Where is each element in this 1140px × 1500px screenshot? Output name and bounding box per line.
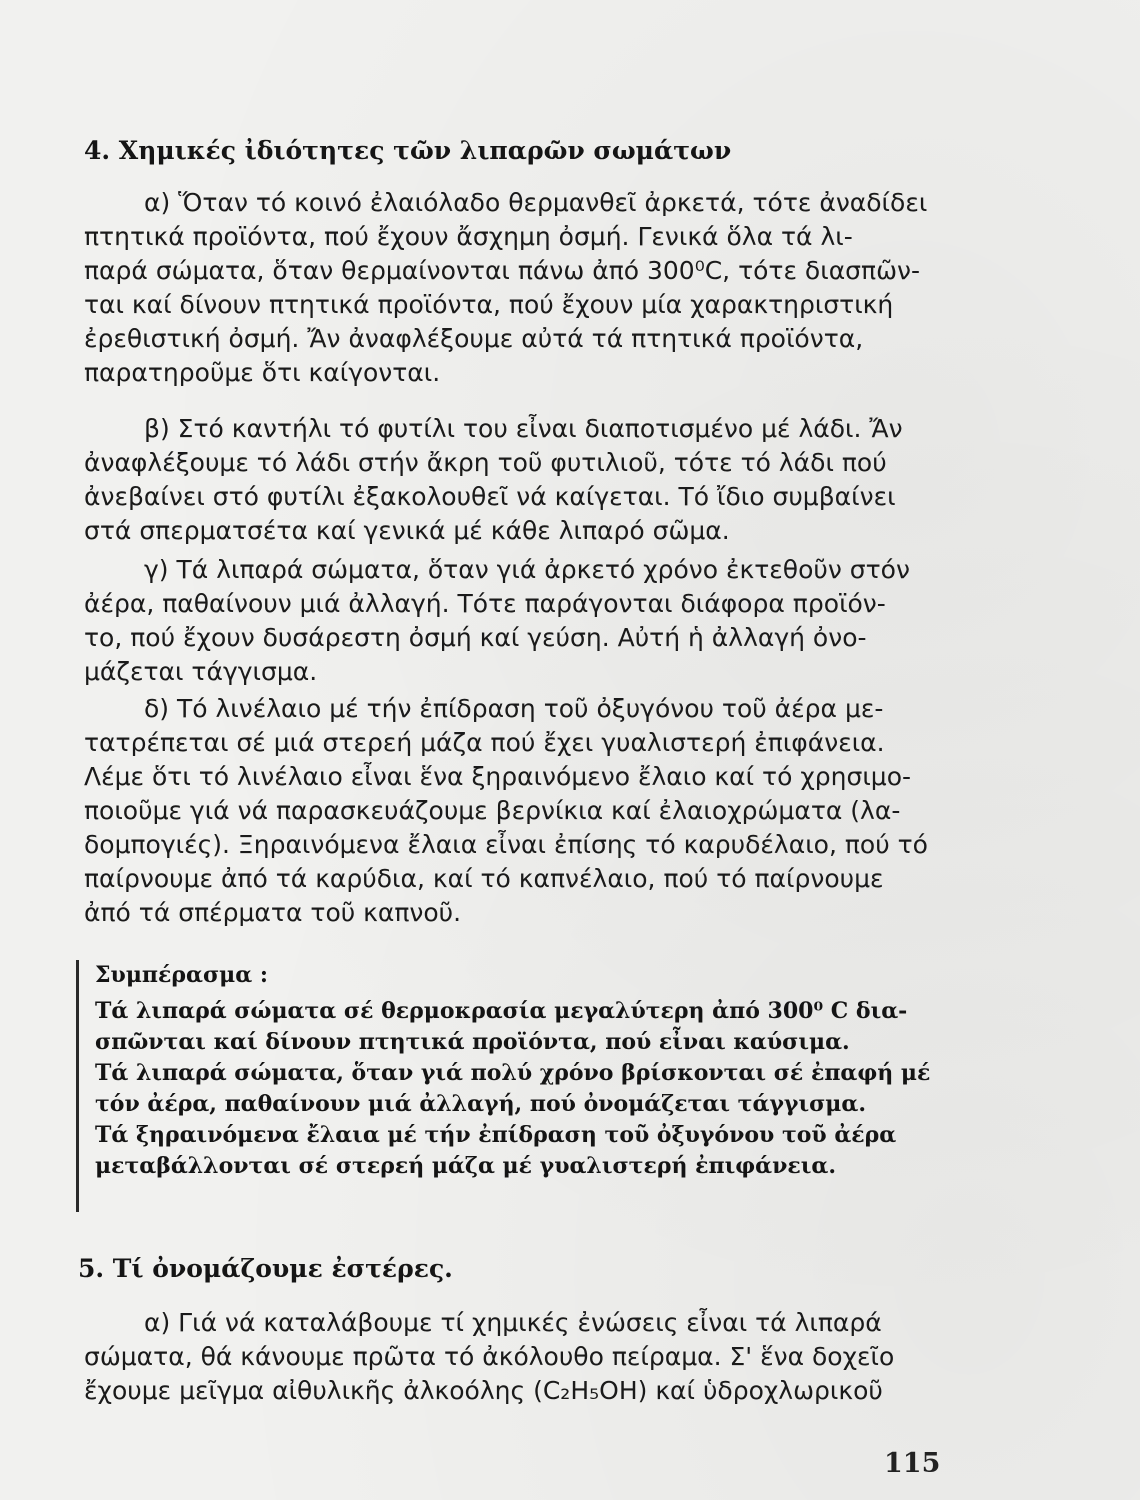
section-4-title: 4. Χημικές ἰδιότητες τῶν λιπαρῶν σωμάτων xyxy=(84,136,732,165)
text-line: ἀπό τά σπέρματα τοῦ καπνοῦ. xyxy=(84,898,462,927)
text-line: τατρέπεται σέ μιά στερεή μάζα πού ἔχει γυαλιστερή ἐπιφάνεια. xyxy=(84,728,885,757)
text-line: ποιοῦμε γιά νά παρασκευάζουμε βερνίκια καί ἐλαιοχρώματα (λα- xyxy=(84,796,901,825)
conclusion-box xyxy=(76,960,951,1212)
text-line: γ) Τά λιπαρά σώματα, ὅταν γιά ἀρκετό χρόνο ἐκτεθοῦν στόν xyxy=(144,555,910,584)
text-line: παρατηροῦμε ὅτι καίγονται. xyxy=(84,358,441,387)
text-line: δομπογιές). Ξηραινόμενα ἔλαια εἶναι ἐπίσης τό καρυδέλαιο, πού τό xyxy=(84,830,928,859)
text-line: πτητικά προϊόντα, πού ἔχουν ἄσχημη ὀσμή. Γενικά ὅλα τά λι- xyxy=(84,222,853,251)
section-4-paragraph-a xyxy=(84,186,944,390)
text-line: β) Στό καντήλι τό φυτίλι του εἶναι διαποτισμένο μέ λάδι. Ἄν xyxy=(144,414,903,443)
text-line: το, πού ἔχουν δυσάρεστη ὀσμή καί γεύση. Αὐτή ἡ ἀλλαγή ὀνο- xyxy=(84,623,867,652)
text-line: μάζεται τάγγισμα. xyxy=(84,657,318,686)
section-4-paragraph-c xyxy=(84,553,944,689)
text-line: ἐρεθιστική ὀσμή. Ἄν ἀναφλέξουμε αὐτά τά πτητικά προϊόντα, xyxy=(84,324,864,353)
text-line: ται καί δίνουν πτητικά προϊόντα, πού ἔχουν μία χαρακτηριστική xyxy=(84,290,894,319)
conclusion-line: Τά ξηραινόμενα ἔλαια μέ τήν ἐπίδραση τοῦ ὀξυγόνου τοῦ ἀέρα xyxy=(95,1122,897,1148)
text-line: στά σπερματσέτα καί γενικά μέ κάθε λιπαρό σῶμα. xyxy=(84,516,730,545)
text-line: ἔχουμε μεῖγμα αἰθυλικῆς ἀλκοόλης (C₂H₅OH) καί ὑδροχλωρικοῦ xyxy=(84,1376,883,1405)
text-line: σώματα, θά κάνουμε πρῶτα τό ἀκόλουθο πείραμα. Σ' ἕνα δοχεῖο xyxy=(84,1342,895,1371)
text-line: ἀέρα, παθαίνουν μιά ἀλλαγή. Τότε παράγονται διάφορα προϊόν- xyxy=(84,589,886,618)
text-line: παίρνουμε ἀπό τά καρύδια, καί τό καπνέλαιο, πού τό παίρνουμε xyxy=(84,864,884,893)
conclusion-line: τόν ἀέρα, παθαίνουν μιά ἀλλαγή, πού ὀνομάζεται τάγγισμα. xyxy=(95,1091,866,1117)
conclusion-line: Τά λιπαρά σώματα σέ θερμοκρασία μεγαλύτερη ἀπό 300⁰ C δια- xyxy=(95,998,908,1024)
conclusion-line: σπῶνται καί δίνουν πτητικά προϊόντα, πού εἶναι καύσιμα. xyxy=(95,1029,850,1055)
section-5-title: 5. Τί ὀνομάζουμε ἐστέρες. xyxy=(78,1254,453,1283)
page-number: 115 xyxy=(884,1448,941,1479)
section-4-paragraph-b xyxy=(84,412,944,548)
text-line: Λέμε ὅτι τό λινέλαιο εἶναι ἕνα ξηραινόμενο ἔλαιο καί τό χρησιμο- xyxy=(84,762,912,791)
text-line: α) Ὅταν τό κοινό ἐλαιόλαδο θερμανθεῖ ἀρκετά, τότε ἀναδίδει xyxy=(144,188,928,217)
section-4-paragraph-d xyxy=(84,692,944,930)
conclusion-title: Συμπέρασμα : xyxy=(95,962,268,988)
text-line: ἀνεβαίνει στό φυτίλι ἐξακολουθεῖ νά καίγεται. Τό ἴδιο συμβαίνει xyxy=(84,482,896,511)
conclusion-line: μεταβάλλονται σέ στερεή μάζα μέ γυαλιστερή ἐπιφάνεια. xyxy=(95,1153,836,1179)
text-line: δ) Τό λινέλαιο μέ τήν ἐπίδραση τοῦ ὀξυγόνου τοῦ ἀέρα με- xyxy=(144,694,884,723)
text-line: ἀναφλέξουμε τό λάδι στήν ἄκρη τοῦ φυτιλιοῦ, τότε τό λάδι πού xyxy=(84,448,887,477)
conclusion-line: Τά λιπαρά σώματα, ὅταν γιά πολύ χρόνο βρίσκονται σέ ἐπαφή μέ xyxy=(95,1060,931,1086)
text-line: α) Γιά νά καταλάβουμε τί χημικές ἐνώσεις εἶναι τά λιπαρά xyxy=(144,1308,882,1337)
text-line: παρά σώματα, ὅταν θερμαίνονται πάνω ἀπό 300⁰C, τότε διασπῶν- xyxy=(84,256,920,285)
section-5-paragraph-a xyxy=(84,1306,944,1408)
